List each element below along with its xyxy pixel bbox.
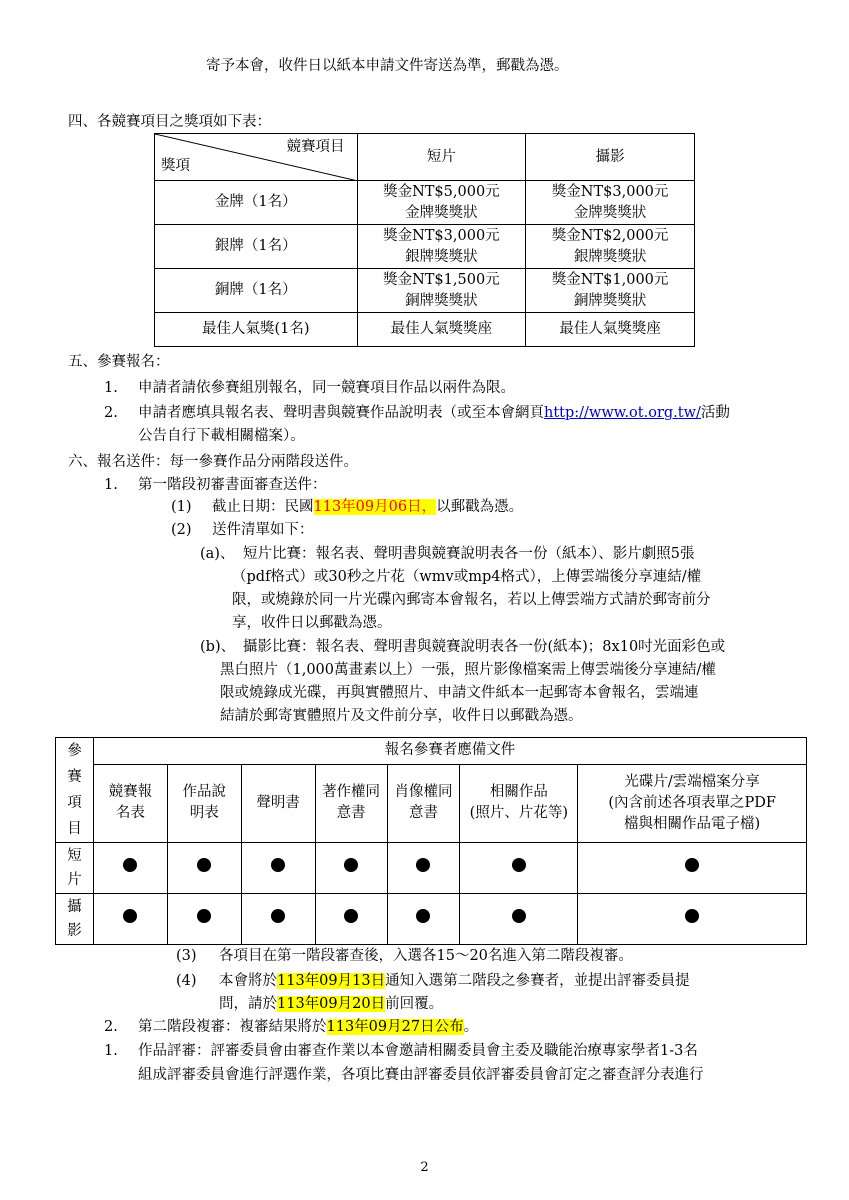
award-cell [357,269,526,313]
sub-item-3: 各項目在第一階段審查後，入選各15～20名進入第二階段複審。 [219,948,633,964]
notify-date: 113年09月13日 [277,973,386,989]
b-line: 黑白照片（1,000萬畫素以上）一張，照片影像檔案需上傳雲端後分享連結/權 [220,662,716,678]
table-row [56,894,807,945]
result-date: 113年09月27日公布 [326,1019,464,1035]
award-name: 金牌（1名） [155,181,358,225]
bullet-dot-icon [197,858,211,872]
header-top-label: 競賽項目 [286,139,345,155]
check-cell [93,894,167,945]
bullet-dot-icon [685,909,699,923]
table-row [56,843,807,894]
table-row [155,313,695,347]
check-cell [387,843,460,894]
corner-char: 參 [67,743,82,759]
item-label-a: (a)、 [200,546,235,562]
prize-text: 獎金NT$1,500元 [383,271,500,288]
corner-char: 目 [67,821,82,837]
a-line: 享，收件日以郵戳為憑。 [232,615,392,631]
website-link[interactable]: http://www.ot.org.tw/ [544,405,701,421]
section-6-heading: 六、報名送件：每一參賽作品分兩階段送件。 [68,454,358,470]
bullet-dot-icon [344,909,358,923]
checklist-title: 送件清單如下： [212,522,314,538]
certificate-text: 銀牌獎獎狀 [405,248,478,265]
doc-col-header: 肖像權同 意書 [387,764,460,842]
item-label-b: (b)、 [200,639,236,655]
b-line: 攝影比賽：報名表、聲明書與競賽說明表各一份(紙本)；8x10吋光面彩色或 [243,639,726,655]
page-number: 2 [420,1160,429,1175]
check-cell [578,894,807,945]
header-bottom-label: 獎項 [161,158,190,174]
bullet-dot-icon [416,909,430,923]
item-number: 1. [104,477,118,493]
check-cell [578,843,807,894]
doc-col-header: 競賽報 名表 [93,764,167,842]
table-row [155,269,695,313]
item-number: (2) [171,522,192,538]
bullet-dot-icon [271,909,285,923]
b-line: 結請於郵寄實體照片及文件前分享，收件日以郵戳為憑。 [220,708,583,724]
a-line: （pdf格式）或30秒之片花（wmv或mp4格式），上傳雲端後分享連結/權 [232,569,702,585]
item-number: (3) [176,948,197,964]
item-number: 1. [104,1043,118,1059]
certificate-text: 金牌獎獎狀 [573,204,647,221]
prize-text: 獎金NT$3,000元 [551,183,669,200]
category-corner [56,738,94,843]
col-header-short-film: 短片 [357,134,526,181]
row-label: 短 片 [56,843,94,894]
section-5-heading: 五、參賽報名： [68,354,170,370]
bullet-dot-icon [344,858,358,872]
doc-col-header: 光碟片/雲端檔案分享 (內含前述各項表單之PDF 檔與相關作品電子檔) [578,764,807,842]
awards-header-corner [155,134,358,181]
check-cell [315,843,387,894]
award-cell [357,225,526,269]
award-name: 最佳人氣獎(1名) [155,313,358,347]
award-name: 銀牌（1名） [155,225,358,269]
corner-char: 項 [67,795,82,811]
item-number: (1) [171,499,192,515]
doc-col-header: 聲明書 [241,764,315,842]
bullet-dot-icon [123,858,137,872]
check-cell [167,894,241,945]
table-row [155,181,695,225]
section-4-heading: 四、各競賽項目之獎項如下表： [68,114,271,130]
s5-item-1: 申請者請依參賽組別報名，同一競賽項目作品以兩件為限。 [138,380,515,396]
sub-item-4: 本會將於113年09月13日通知入選第二階段之參賽者，並提出評審委員提 [219,973,690,989]
bullet-dot-icon [197,909,211,923]
award-name: 銅牌（1名） [155,269,358,313]
prize-text: 獎金NT$5,000元 [383,183,500,200]
corner-char: 賽 [67,769,82,785]
certificate-text: 銀牌獎獎狀 [573,248,647,265]
s5-item-2-tail: 活動 [700,405,730,421]
bullet-dot-icon [416,858,430,872]
phase-2-line: 第二階段複審：複審結果將於113年09月27日公布。 [138,1019,479,1035]
judging-line-2: 組成評審委員會進行評選作業，各項比賽由評審委員依評審委員會訂定之審查評分表進行 [138,1067,704,1083]
item-number: (4) [176,973,197,989]
judging-line-1: 作品評審：評審委員會由審查作業以本會邀請相關委員會主委及職能治療專家學者1-3名 [138,1043,698,1059]
awards-table [154,133,695,347]
award-cell: 最佳人氣獎獎座 [526,313,695,347]
documents-table [55,737,807,945]
doc-col-header: 著作權同 意書 [315,764,387,842]
award-cell [526,181,695,225]
certificate-text: 銅牌獎獎狀 [573,292,647,309]
documents-title: 報名參賽者應備文件 [93,738,806,765]
deadline-line [212,496,523,518]
bullet-dot-icon [512,858,526,872]
b-line: 限或燒錄成光碟，再與實體照片、申請文件紙本一起郵寄本會報名，雲端連 [220,685,699,701]
award-cell [526,225,695,269]
check-cell [241,843,315,894]
deadline-date: 113年09月06日， [313,499,437,515]
col-header-photography: 攝影 [526,134,695,181]
check-cell [387,894,460,945]
a-line: 短片比賽：報名表、聲明書與競賽說明表各一份（紙本）、影片劇照5張 [243,546,695,562]
continuation-line: 寄予本會，收件日以紙本申請文件寄送為準，郵戳為憑。 [206,58,569,74]
bullet-dot-icon [685,858,699,872]
doc-col-header: 相關作品 (照片、片花等) [460,764,578,842]
prize-text: 獎金NT$3,000元 [383,227,500,244]
item-number: 2. [104,405,118,421]
a-line: 限，或燒錄於同一片光碟內郵寄本會報名，若以上傳雲端方式請於郵寄前分 [232,592,711,608]
award-cell: 最佳人氣獎獎座 [357,313,526,347]
s5-item-2-line-2: 公告自行下載相關檔案）。 [138,428,305,444]
row-label: 攝 影 [56,894,94,945]
bullet-dot-icon [512,909,526,923]
check-cell [241,894,315,945]
certificate-text: 金牌獎獎狀 [405,204,478,221]
phase-1-title: 第一階段初審書面審查送件： [138,477,327,493]
bullet-dot-icon [123,909,137,923]
check-cell [460,843,578,894]
s5-item-2-text: 申請者應填具報名表、聲明書與競賽作品說明表（或至本會網頁 [138,405,544,421]
sub-item-4-line-2: 問，請於113年09月20日前回覆。 [219,996,444,1012]
doc-col-header: 作品說 明表 [167,764,241,842]
prize-text: 獎金NT$2,000元 [551,227,669,244]
prize-text: 獎金NT$1,000元 [551,271,669,288]
check-cell [93,843,167,894]
check-cell [460,894,578,945]
check-cell [167,843,241,894]
deadline-suffix: 以郵戳為憑。 [436,499,524,515]
reply-date: 113年09月20日 [277,996,386,1012]
s5-item-2 [138,402,730,424]
bullet-dot-icon [271,858,285,872]
check-cell [315,894,387,945]
item-number: 1. [104,380,118,396]
certificate-text: 銅牌獎獎狀 [405,292,478,309]
table-row [155,225,695,269]
award-cell [357,181,526,225]
deadline-prefix: 截止日期：民國 [212,499,314,515]
award-cell [526,269,695,313]
item-number: 2. [104,1019,118,1035]
